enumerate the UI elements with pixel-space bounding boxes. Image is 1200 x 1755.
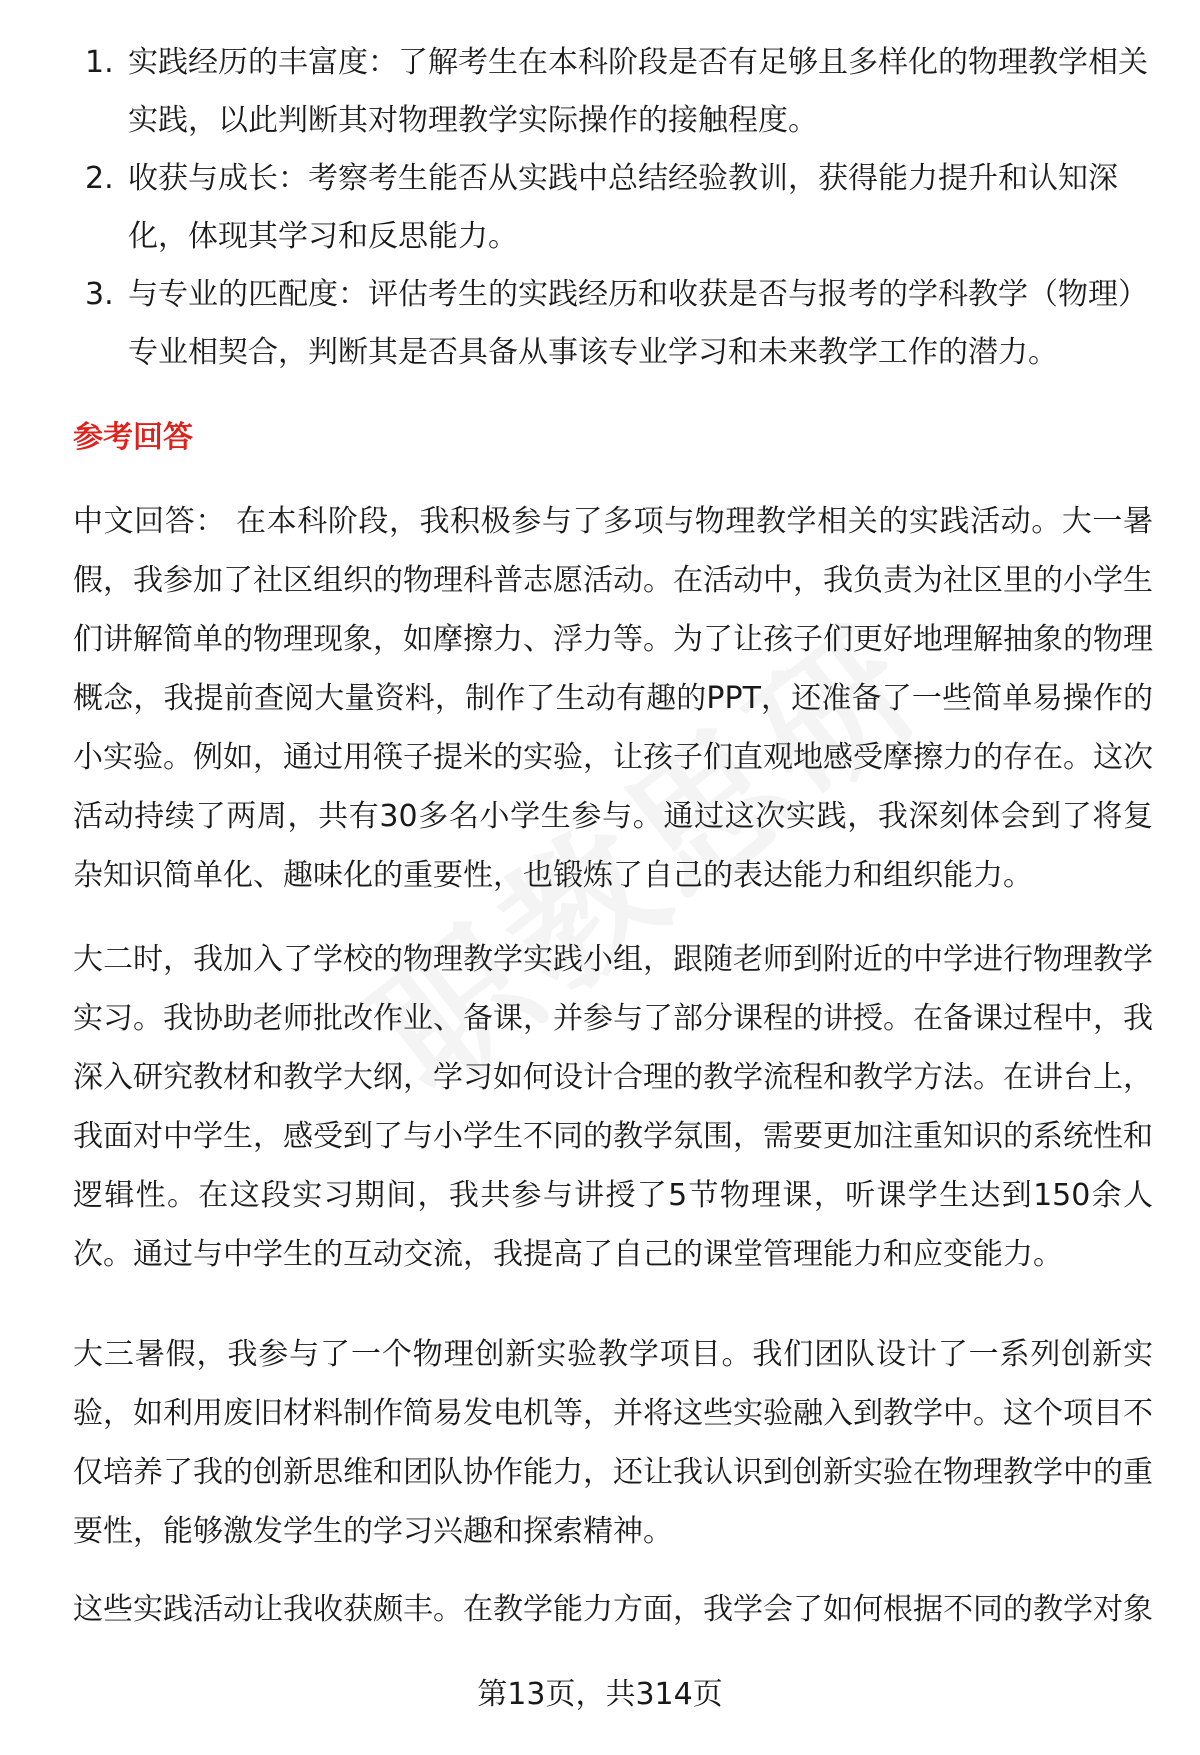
criteria-text: 实践经历的丰富度：了解考生在本科阶段是否有足够且多样化的物理教学相关实践，以此判断其对物理教学实际操作的接触程度。 (128, 45, 1148, 138)
criteria-item (73, 150, 1153, 266)
criteria-number: 2. (85, 161, 114, 196)
answer-paragraph: 大二时，我加入了学校的物理教学实践小组，跟随老师到附近的中学进行物理教学实习。我协助老师批改作业、备课，并参与了部分课程的讲授。在备课过程中，我深入研究教材和教学大纲，学习如何设计合理的教学流程和教学方法。在讲台上，我面对中学生，感受到了与小学生不同的教学氛围，需要更加注重知识的系统性和逻辑性。在这段实习期间，我共参与讲授了5节物理课，听课学生达到150余人次。通过与中学生的互动交流，我提高了自己的课堂管理能力和应变能力。 (73, 942, 1153, 1272)
criteria-text: 收获与成长：考察考生能否从实践中总结经验教训，获得能力提升和认知深化，体现其学习和反思能力。 (128, 161, 1118, 254)
criteria-item (73, 34, 1153, 150)
answer-paragraph: 大三暑假，我参与了一个物理创新实验教学项目。我们团队设计了一系列创新实验，如利用废旧材料制作简易发电机等，并将这些实验融入到教学中。这个项目不仅培养了我的创新思维和团队协作能力，还让我认识到创新实验在物理教学中的重要性，能够激发学生的学习兴趣和探索精神。 (73, 1337, 1153, 1549)
criteria-list (73, 34, 1153, 382)
criteria-number: 1. (85, 45, 114, 80)
criteria-item (73, 266, 1153, 382)
criteria-number: 3. (85, 277, 114, 312)
section-title: 参考回答 (73, 420, 193, 455)
criteria-text: 与专业的匹配度：评估考生的实践经历和收获是否与报考的学科教学（物理）专业相契合，判断其是否具备从事该专业学习和未来教学工作的潜力。 (128, 277, 1148, 370)
answer-paragraph: 这些实践活动让我收获颇丰。在教学能力方面，我学会了如何根据不同的教学对象 (73, 1592, 1153, 1627)
page-number: 第13页，共314页 (477, 1677, 723, 1712)
answer-paragraph: 中文回答： 在本科阶段，我积极参与了多项与物理教学相关的实践活动。大一暑假，我参加了社区组织的物理科普志愿活动。在活动中，我负责为社区里的小学生们讲解简单的物理现象，如摩擦力、浮力等。为了让孩子们更好地理解抽象的物理概念，我提前查阅大量资料，制作了生动有趣的PPT，还准备了一些简单易操作的小实验。例如，通过用筷子提米的实验，让孩子们直观地感受摩擦力的存在。这次活动持续了两周，共有30多名小学生参与。通过这次实践，我深刻体会到了将复杂知识简单化、趣味化的重要性，也锻炼了自己的表达能力和组织能力。 (73, 504, 1153, 893)
